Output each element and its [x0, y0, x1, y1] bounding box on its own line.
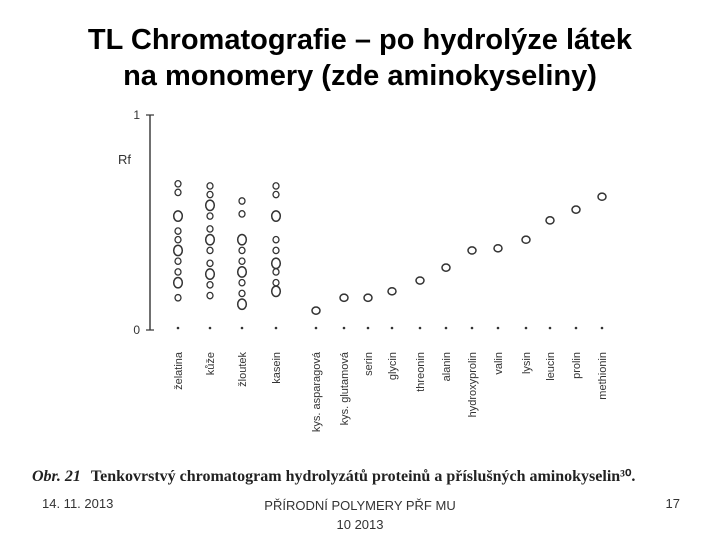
hydrolysate-spot: [238, 267, 247, 277]
lane-label: žloutek: [237, 352, 249, 387]
lane-label: valin: [493, 352, 505, 375]
amino-acid-spot: [468, 247, 476, 254]
footer-year: 10 2013: [336, 517, 384, 532]
caption-text: Tenkovrstvý chromatogram hydrolyzátů proteinů a příslušných aminokyselin³⁰.: [90, 468, 636, 485]
hydrolysate-spot: [174, 278, 183, 288]
hydrolysate-spot: [239, 211, 245, 217]
start-point-dot: [275, 327, 278, 330]
hydrolysate-spot: [207, 213, 213, 219]
lane-label: želatina: [173, 352, 185, 390]
hydrolysate-spot: [273, 247, 279, 253]
footer-date: 14. 11. 2013: [42, 496, 114, 511]
hydrolysate-spot: [238, 299, 247, 309]
start-point-dot: [575, 327, 578, 330]
start-point-dot: [471, 327, 474, 330]
hydrolysate-spot: [273, 191, 279, 197]
hydrolysate-spot: [175, 228, 181, 234]
chromatogram-figure: [100, 100, 620, 462]
amino-acid-spot: [494, 245, 502, 252]
start-point-dot: [525, 327, 528, 330]
start-point-dot: [497, 327, 500, 330]
lane-label: methionin: [597, 352, 609, 400]
start-point-dot: [549, 327, 552, 330]
start-point-dot: [241, 327, 244, 330]
amino-acid-spot: [416, 277, 424, 284]
hydrolysate-spot: [207, 226, 213, 232]
figure-caption: [32, 466, 692, 486]
hydrolysate-spot: [273, 183, 279, 189]
hydrolysate-spot: [239, 280, 245, 286]
hydrolysate-spot: [207, 260, 213, 266]
caption-number: Obr. 21: [32, 468, 81, 485]
amino-acid-spot: [312, 307, 320, 314]
hydrolysate-spot: [207, 247, 213, 253]
lane-label: prolin: [571, 352, 583, 379]
hydrolysate-spot: [238, 235, 247, 245]
hydrolysate-spot: [175, 295, 181, 301]
hydrolysate-spot: [206, 269, 215, 279]
amino-acid-spot: [340, 294, 348, 301]
start-point-dot: [367, 327, 370, 330]
lane-label: glycin: [387, 352, 399, 381]
start-point-dot: [209, 327, 212, 330]
hydrolysate-spot: [272, 258, 281, 268]
lane-label: serin: [363, 352, 375, 376]
hydrolysate-spot: [206, 200, 215, 210]
amino-acid-spot: [522, 236, 530, 243]
footer-institution: PŘÍRODNÍ POLYMERY PŘF MU: [264, 498, 456, 513]
amino-acid-spot: [442, 264, 450, 271]
hydrolysate-spot: [207, 191, 213, 197]
slide-title: [20, 22, 700, 94]
start-point-dot: [601, 327, 604, 330]
title-line-2: na monomery (zde aminokyseliny): [123, 60, 597, 92]
hydrolysate-spot: [207, 292, 213, 298]
hydrolysate-spot: [206, 235, 215, 245]
lane-label: alanin: [441, 352, 453, 382]
start-point-dot: [391, 327, 394, 330]
amino-acid-spot: [388, 288, 396, 295]
rf-axis-label: Rf: [118, 152, 131, 167]
hydrolysate-spot: [272, 286, 281, 296]
hydrolysate-spot: [239, 290, 245, 296]
start-point-dot: [315, 327, 318, 330]
lane-label: kůže: [205, 352, 217, 376]
hydrolysate-spot: [174, 245, 183, 255]
title-line-1: TL Chromatografie – po hydrolýze látek: [87, 24, 633, 56]
hydrolysate-spot: [207, 183, 213, 189]
hydrolysate-spot: [239, 247, 245, 253]
hydrolysate-spot: [272, 211, 281, 221]
rf-tick-label: 0: [133, 323, 140, 337]
lane-label: kys. glutamová: [339, 352, 351, 426]
lane-label: lysin: [521, 352, 533, 375]
amino-acid-spot: [546, 217, 554, 224]
hydrolysate-spot: [175, 237, 181, 243]
start-point-dot: [445, 327, 448, 330]
hydrolysate-spot: [273, 269, 279, 275]
lane-label: hydroxyprolin: [467, 352, 479, 418]
hydrolysate-spot: [175, 189, 181, 195]
hydrolysate-spot: [273, 280, 279, 286]
lane-label: leucin: [545, 352, 557, 381]
hydrolysate-spot: [239, 258, 245, 264]
footer-center: [230, 496, 490, 534]
page-number: 17: [665, 496, 680, 511]
start-point-dot: [419, 327, 422, 330]
hydrolysate-spot: [239, 198, 245, 204]
rf-tick-label: 1: [133, 108, 140, 122]
hydrolysate-spot: [175, 258, 181, 264]
amino-acid-spot: [364, 294, 372, 301]
hydrolysate-spot: [207, 282, 213, 288]
start-point-dot: [343, 327, 346, 330]
hydrolysate-spot: [175, 181, 181, 187]
hydrolysate-spot: [175, 269, 181, 275]
hydrolysate-spot: [273, 237, 279, 243]
hydrolysate-spot: [174, 211, 183, 221]
amino-acid-spot: [572, 206, 580, 213]
lane-label: kasein: [271, 352, 283, 384]
lane-label: kys. asparagová: [311, 352, 323, 433]
lane-label: threonin: [415, 352, 427, 392]
start-point-dot: [177, 327, 180, 330]
amino-acid-spot: [598, 193, 606, 200]
